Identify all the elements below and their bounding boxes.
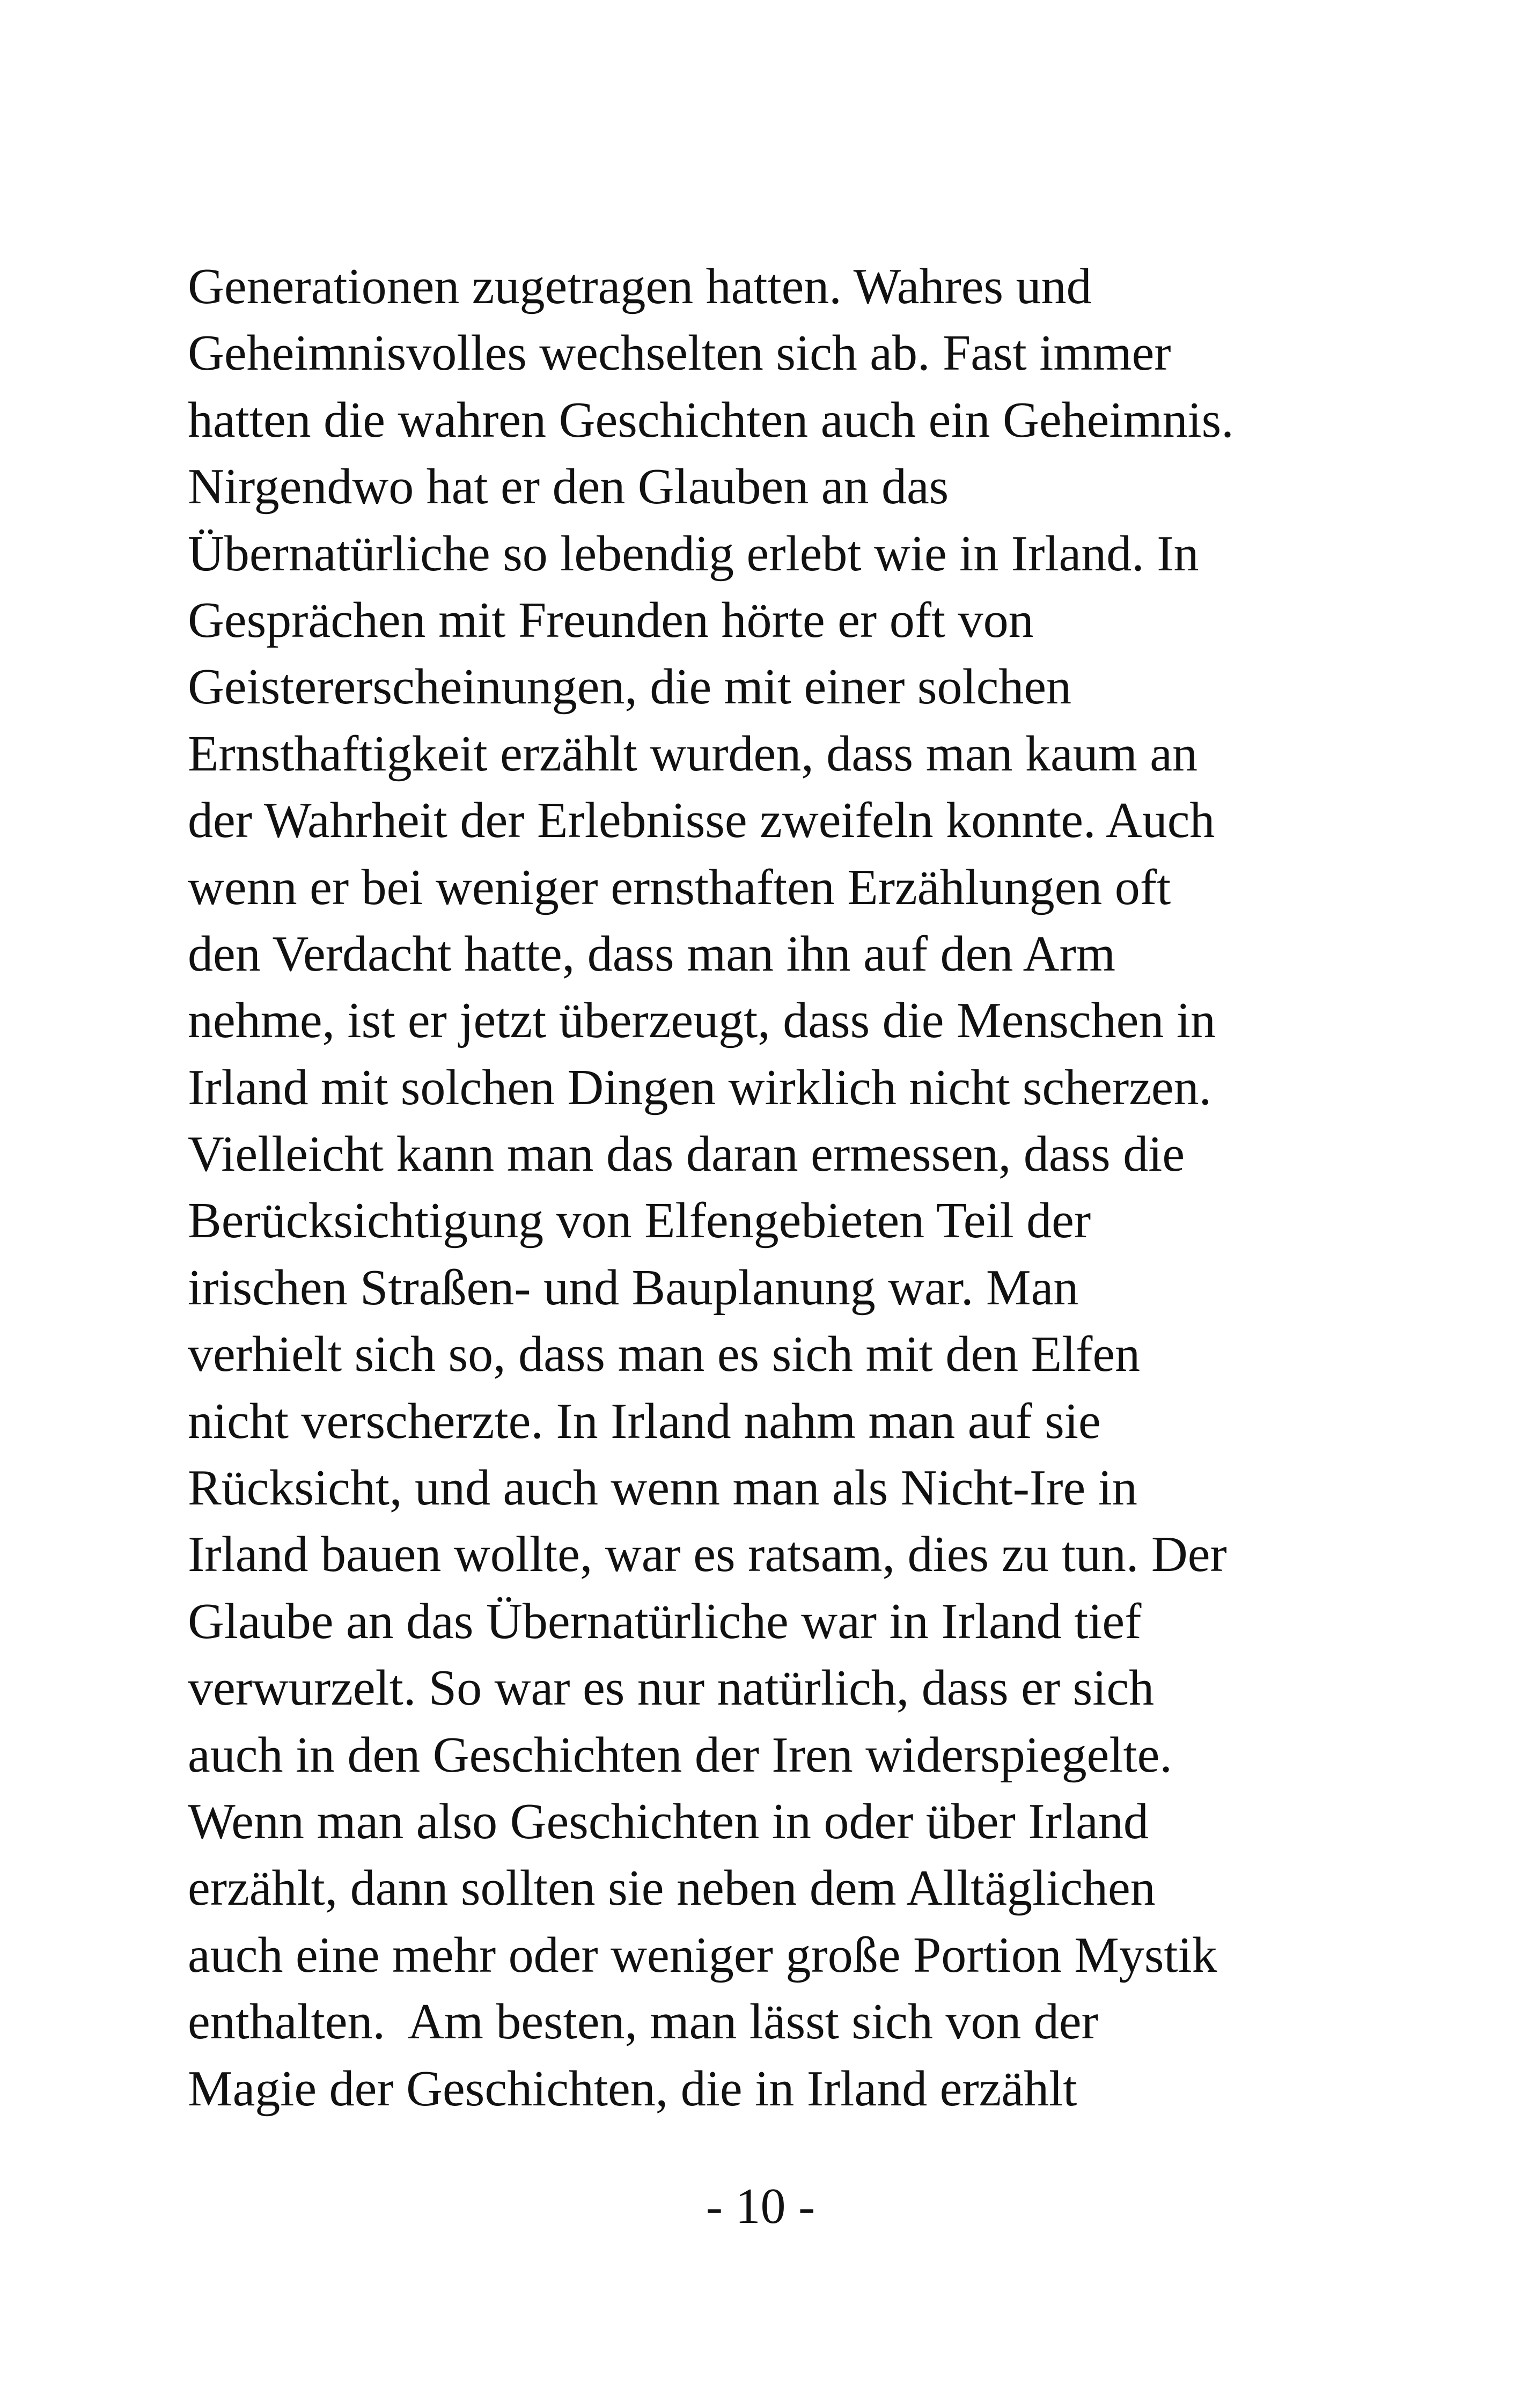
text-line: den Verdacht hatte, dass man ihn auf den Arm [188, 926, 1115, 982]
text-line: Gesprächen mit Freunden hörte er oft von [188, 592, 1034, 648]
text-line: auch in den Geschichten der Iren widerspiegelte. [188, 1727, 1172, 1783]
text-line: der Wahrheit der Erlebnisse zweifeln konnte. Auch [188, 792, 1215, 849]
text-line: enthalten. Am besten, man lässt sich von der [188, 1994, 1098, 2050]
text-line: verhielt sich so, dass man es sich mit den Elfen [188, 1326, 1141, 1383]
text-line: wenn er bei weniger ernsthaften Erzählungen oft [188, 859, 1171, 915]
text-line: Irland mit solchen Dingen wirklich nicht scherzen. [188, 1059, 1212, 1115]
text-line: Magie der Geschichten, die in Irland erzählt [188, 2060, 1077, 2117]
text-line: Vielleicht kann man das daran ermessen, dass die [188, 1126, 1185, 1183]
text-line: Ernsthaftigkeit erzählt wurden, dass man kaum an [188, 725, 1198, 782]
body-text [188, 253, 1497, 2122]
text-line: Nirgendwo hat er den Glauben an das [188, 459, 949, 515]
text-line: Generationen zugetragen hatten. Wahres und [188, 259, 1092, 314]
text-line: hatten die wahren Geschichten auch ein Geheimnis. [188, 392, 1234, 448]
text-line: Glaube an das Übernatürliche war in Irland tief [188, 1593, 1142, 1649]
text-line: Geheimnisvolles wechselten sich ab. Fast immer [188, 325, 1171, 381]
page-number: - 10 - [706, 2178, 815, 2234]
text-line: Wenn man also Geschichten in oder über Irland [188, 1793, 1149, 1849]
text-line: Rücksicht, und auch wenn man als Nicht-Ire in [188, 1460, 1137, 1516]
text-line: nehme, ist er jetzt überzeugt, dass die Menschen in [188, 993, 1216, 1049]
text-line: verwurzelt. So war es nur natürlich, dass er sich [188, 1660, 1155, 1716]
text-line: nicht verscherzte. In Irland nahm man auf sie [188, 1393, 1101, 1449]
text-line: Berücksichtigung von Elfengebieten Teil der [188, 1193, 1091, 1249]
text-line: Irland bauen wollte, war es ratsam, dies zu tun. Der [188, 1526, 1227, 1583]
text-line: irischen Straßen- und Bauplanung war. Man [188, 1259, 1079, 1316]
text-line: Übernatürliche so lebendig erlebt wie in Irland. In [188, 525, 1199, 582]
text-line: Geistererscheinungen, die mit einer solchen [188, 659, 1072, 715]
text-line: auch eine mehr oder weniger große Portion Mystik [188, 1927, 1217, 1983]
text-line: erzählt, dann sollten sie neben dem Alltäglichen [188, 1860, 1156, 1917]
